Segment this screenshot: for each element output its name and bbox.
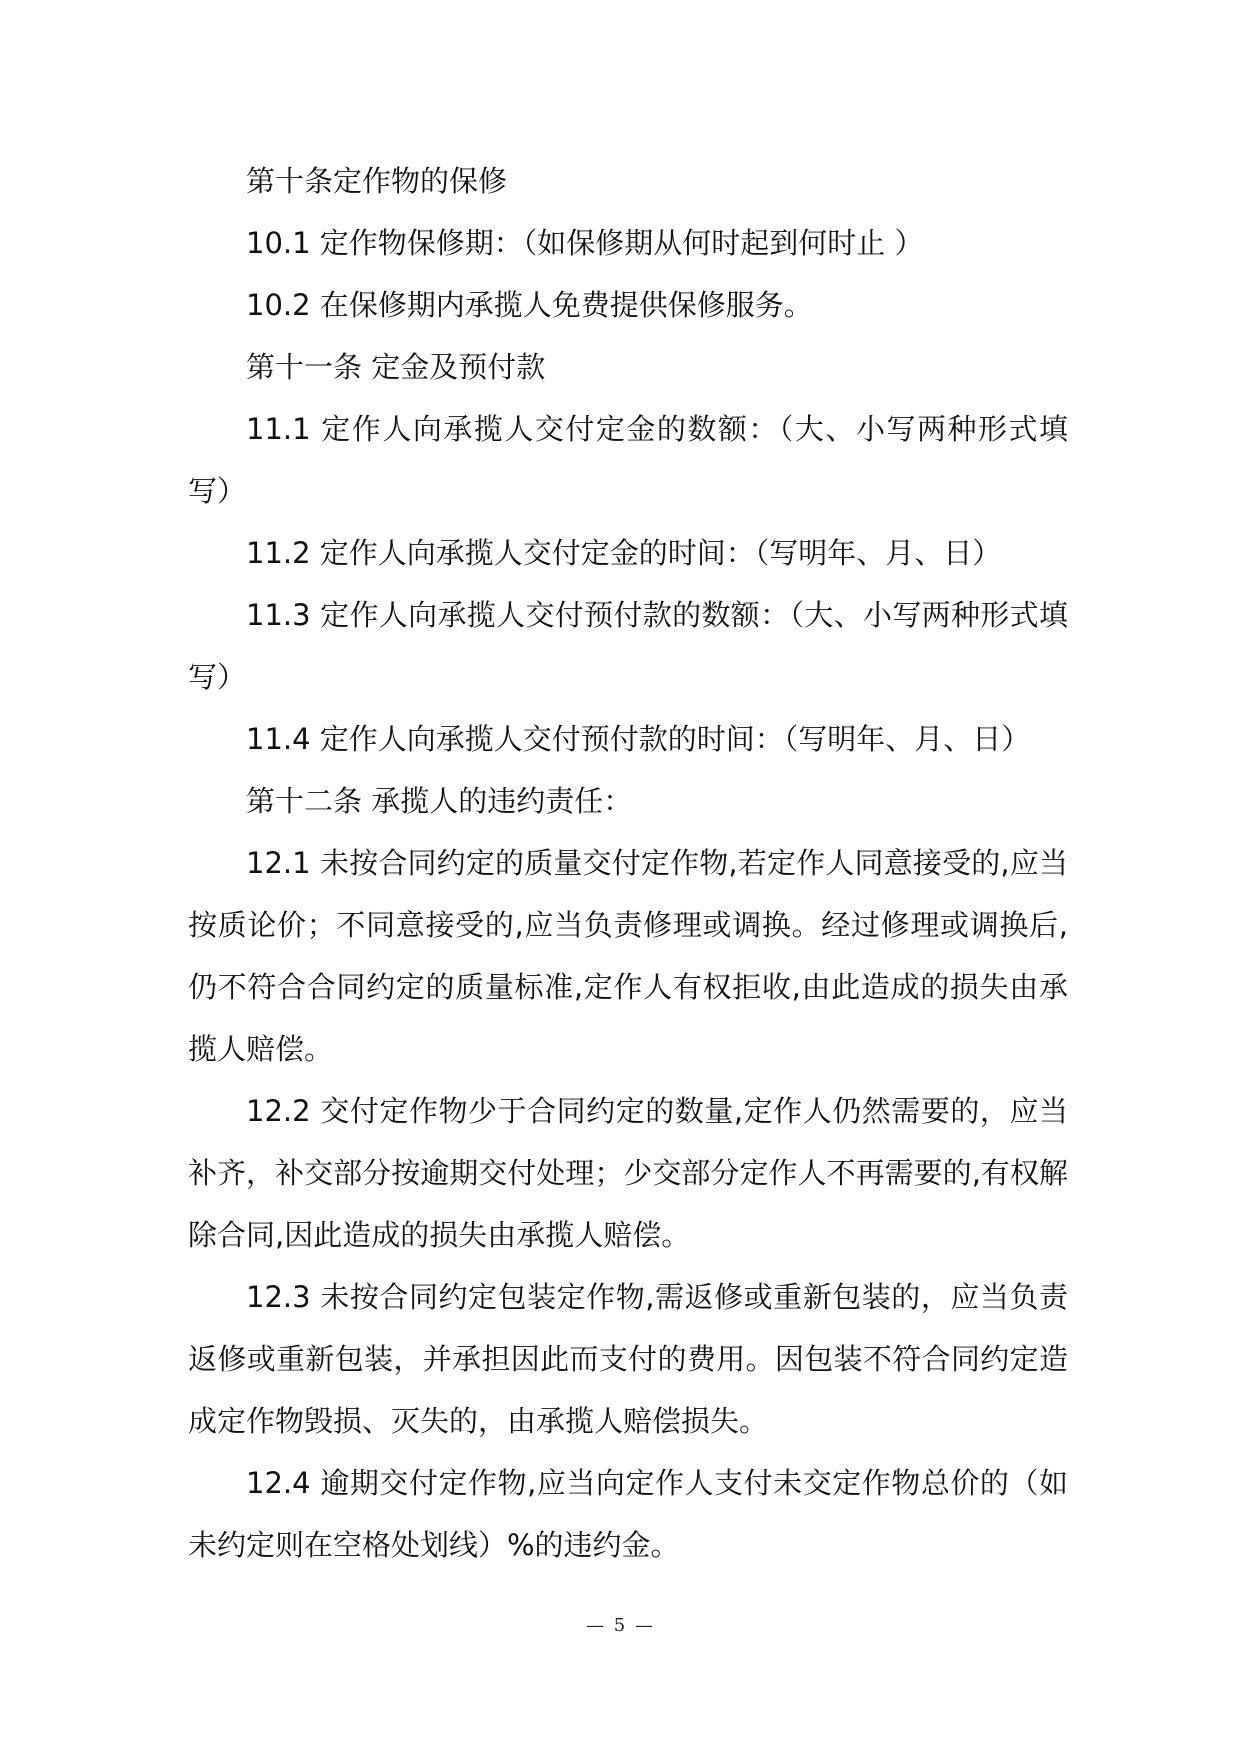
- article-11-heading: 第十一条 定金及预付款: [246, 350, 546, 384]
- clause-11-3: 11.3 定作人向承揽人交付预付款的数额：（大、小写两种形式填写）: [188, 598, 1068, 694]
- article-10-heading: 第十条定作物的保修: [246, 164, 508, 198]
- clause-11-4: 11.4 定作人向承揽人交付预付款的时间：（写明年、月、日）: [246, 722, 1031, 756]
- document-body: [188, 150, 1068, 1576]
- clause-10-1: 10.1 定作物保修期：（如保修期从何时起到何时止 ）: [246, 226, 924, 260]
- page-number: — 5 —: [586, 1615, 655, 1636]
- article-12-heading: 第十二条 承揽人的违约责任：: [246, 784, 633, 818]
- clause-10-2: 10.2 在保修期内承揽人免费提供保修服务。: [246, 288, 813, 322]
- clause-12-4: 12.4 逾期交付定作物,应当向定作人支付未交定作物总价的（如未约定则在空格处划线）%的违约金。: [188, 1466, 1068, 1562]
- clause-11-1: 11.1 定作人向承揽人交付定金的数额：（大、小写两种形式填写）: [188, 412, 1068, 508]
- clause-12-1: 12.1 未按合同约定的质量交付定作物,若定作人同意接受的,应当按质论价；不同意接受的,应当负责修理或调换。经过修理或调换后,仍不符合合同约定的质量标准,定作人有权拒收,由此造成的损失由承揽人赔偿。: [188, 846, 1068, 1066]
- clause-12-2: 12.2 交付定作物少于合同约定的数量,定作人仍然需要的，应当补齐，补交部分按逾期交付处理；少交部分定作人不再需要的,有权解除合同,因此造成的损失由承揽人赔偿。: [188, 1094, 1068, 1252]
- clause-11-2: 11.2 定作人向承揽人交付定金的时间：（写明年、月、日）: [246, 536, 1002, 570]
- clause-12-3: 12.3 未按合同约定包装定作物,需返修或重新包装的，应当负责返修或重新包装，并承担因此而支付的费用。因包装不符合同约定造成定作物毁损、灭失的，由承揽人赔偿损失。: [188, 1280, 1068, 1438]
